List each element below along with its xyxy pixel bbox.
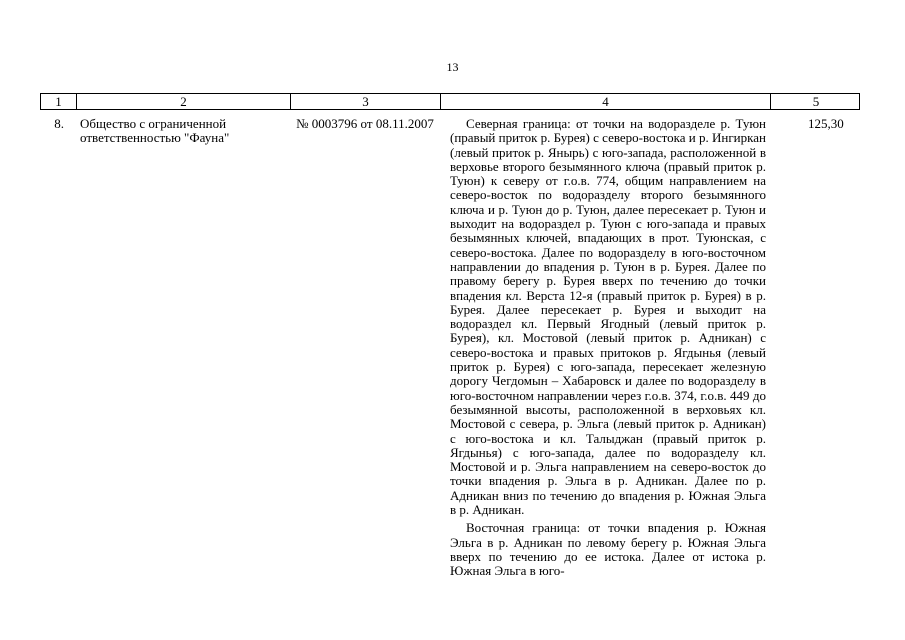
- table-row: [40, 117, 860, 579]
- table-header-row: [40, 93, 860, 110]
- north-boundary-paragraph: Северная граница: от точки на водоразделе р. Туюн (правый приток р. Бурея) с северо-востока и р. Ингиркан (левый приток р. Янырь) с юго-запада, расположенной в верховье второго безымянного ключа (правый приток р. Туюн) к северу от г.о.в. 774, общим направлением на северо-восток по водоразделу второго безымянного ключа и р. Туюн до р. Туюн, далее пересекает р. Туюн и выходит на водораздел р. Туюн с юго-запада и правых безымянных ключей, впадающих в прот. Туюнская, с северо-востока. Далее по водоразделу в юго-восточном направлении до впадения р. Туюн в р. Бурея. Далее по правому берегу р. Бурея вверх по течению до точки впадения кл. Верста 12-я (правый приток р. Бурея) в р. Бурея. Далее пересекает р. Бурея и выходит на водораздел кл. Первый Ягодный (левый приток р. Бурея), кл. Мостовой (левый приток р. Адникан) с северо-востока и правых притоков р. Ягдынья (левый приток р. Бурея) с юго-запада, пересекает железную дорогу Чегдомын – Хабаровск и далее по водоразделу в юго-восточном направлении через г.о.в. 374, г.о.в. 449 до безымянной высоты, расположенной в верховьях кл. Мостовой с севера, р. Эльга (левый приток р. Адникан) с юго-востока и кл. Талыджан (правый приток р. Ягдынья) с юго-запада, далее по водоразделу кл. Мостовой и р. Эльга направлением на северо-восток до точки впадения р. Эльга в р. Адникан. Далее по р. Адникан вниз по течению до впадения р. Южная Эльга в р. Адникан.: [450, 116, 766, 518]
- organization-name: Общество с ограниченной ответственностью "Фауна": [80, 116, 230, 145]
- column-header-5: 5: [812, 94, 820, 109]
- column-header-1: 1: [41, 94, 77, 109]
- column-header-4: 4: [441, 94, 771, 109]
- boundary-description: [440, 117, 770, 579]
- east-boundary-paragraph: Восточная граница: от точки впадения р. Южная Эльга в р. Адникан по левому берегу р. Южная Эльга вверх по течению до ее истока. Далее от истока р. Южная Эльга в юго-: [450, 520, 766, 579]
- page-number: 13: [446, 60, 459, 74]
- row-number: 8.: [54, 116, 64, 131]
- area-value: 125,30: [808, 116, 844, 131]
- column-header-2: 2: [77, 94, 291, 109]
- column-header-3: 3: [291, 94, 441, 109]
- license-number: № 0003796 от 08.11.2007: [296, 116, 434, 131]
